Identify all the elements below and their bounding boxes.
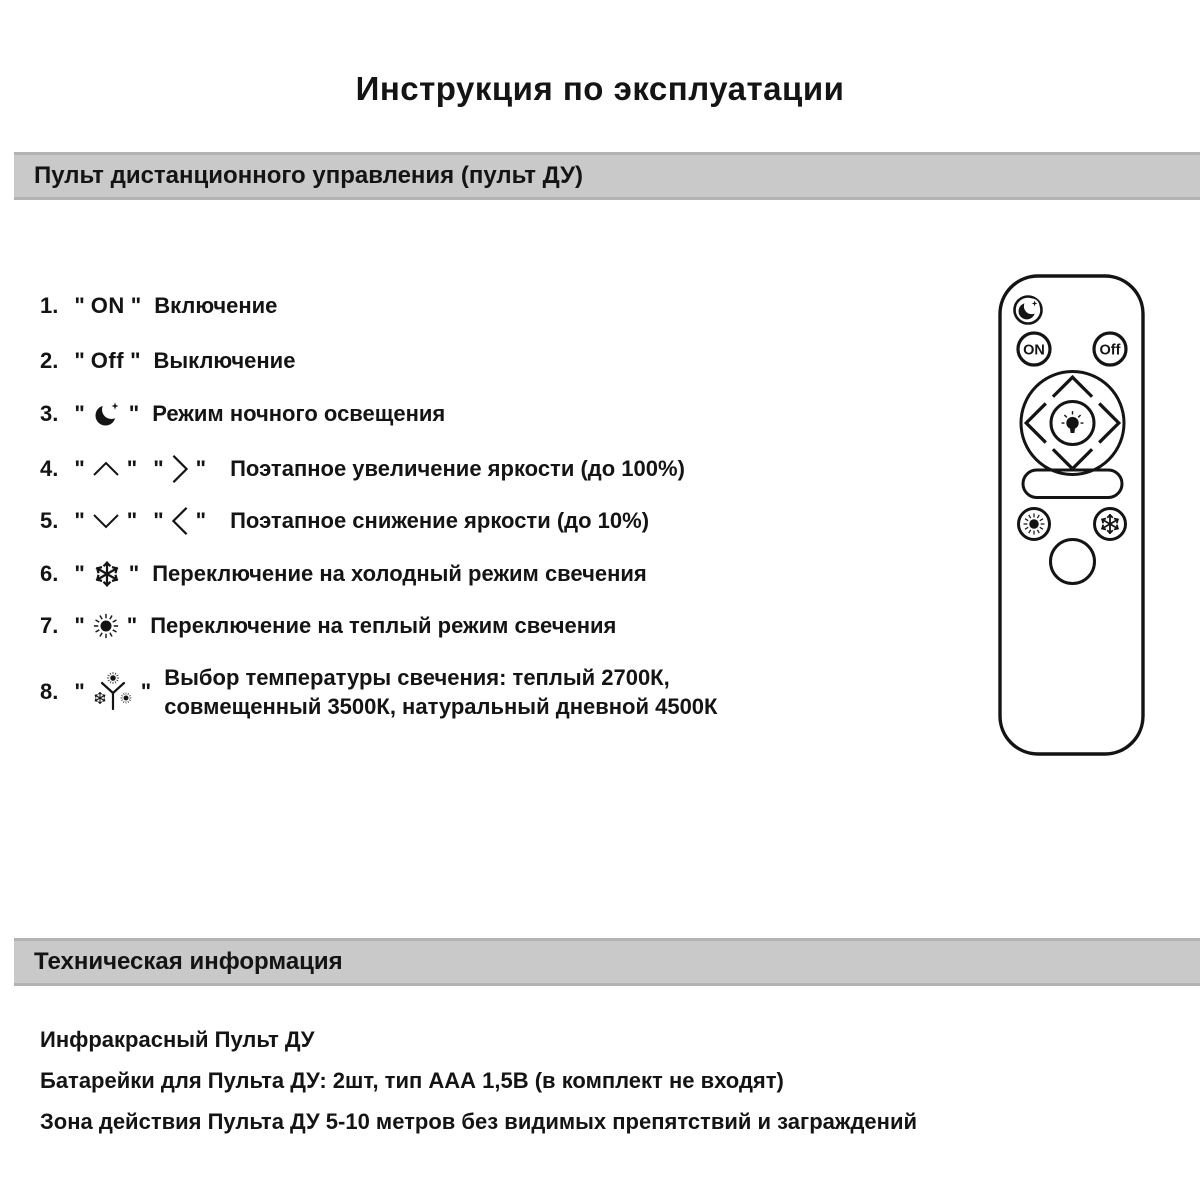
item-description-line-1: Выбор температуры свечения: теплый 2700К,	[164, 665, 670, 690]
night-mode-icon	[92, 399, 122, 429]
quote-mark: "	[126, 613, 138, 638]
item-number: 3.	[40, 401, 59, 426]
item-number: 2.	[40, 348, 59, 373]
brightness-right-icon	[171, 454, 189, 484]
quote-mark: "	[130, 293, 142, 318]
quote-mark: "	[130, 348, 141, 373]
brightness-down-icon	[92, 512, 120, 530]
quote-mark: "	[74, 348, 85, 373]
tech-info-line: Батарейки для Пульта ДУ: 2шт, тип ААА 1,5В (в комплект не входят)	[40, 1068, 784, 1093]
quote-mark: "	[195, 456, 207, 481]
instruction-item-5	[40, 506, 649, 536]
section-header-remote-label: Пульт дистанционного управления (пульт ДУ)	[34, 162, 583, 189]
item-description: Выключение	[153, 348, 296, 373]
key-label-on: ON	[90, 293, 125, 318]
section-header-tech-label: Техническая информация	[34, 948, 343, 975]
quote-mark: "	[74, 293, 85, 318]
item-description: Переключение на холодный режим свечения	[152, 561, 647, 586]
instruction-item-4	[40, 454, 685, 484]
instruction-item-2	[40, 347, 295, 375]
remote-control-diagram	[996, 272, 1148, 758]
quote-mark: "	[74, 456, 85, 481]
tech-info-line: Зона действия Пульта ДУ 5-10 метров без видимых препятствий и заграждений	[40, 1109, 918, 1134]
quote-mark: "	[195, 508, 207, 533]
item-number: 4.	[40, 456, 59, 481]
cold-mode-icon	[92, 559, 122, 589]
section-header-remote	[14, 152, 1200, 200]
item-number: 5.	[40, 508, 59, 533]
quote-mark: "	[140, 679, 152, 704]
item-description: Режим ночного освещения	[152, 401, 446, 426]
remote-on-label: ON	[1023, 342, 1045, 359]
warm-mode-icon	[92, 612, 120, 640]
item-description: Поэтапное увеличение яркости (до 100%)	[230, 456, 685, 481]
item-description: Включение	[154, 293, 278, 318]
quote-mark: "	[126, 508, 138, 533]
item-number: 7.	[40, 613, 59, 638]
item-number: 6.	[40, 561, 59, 586]
key-label-off: Off	[90, 348, 125, 373]
quote-mark: "	[74, 401, 85, 426]
instruction-item-7	[40, 612, 616, 640]
page-title: Инструкция по эксплуатации	[355, 70, 845, 107]
temperature-select-icon	[92, 670, 134, 714]
quote-mark: "	[128, 401, 140, 426]
instruction-item-6	[40, 559, 647, 589]
quote-mark: "	[153, 456, 164, 481]
instruction-item-3	[40, 399, 445, 429]
item-description: Переключение на теплый режим свечения	[150, 613, 617, 638]
section-header-tech	[14, 938, 1200, 986]
item-description-line-2: совмещенный 3500К, натуральный дневной 4500К	[164, 694, 718, 719]
instruction-item-8	[40, 663, 717, 721]
item-number: 1.	[40, 293, 59, 318]
remote-off-label: Off	[1099, 342, 1121, 359]
quote-mark: "	[153, 508, 164, 533]
quote-mark: "	[74, 613, 85, 638]
brightness-up-icon	[92, 460, 120, 478]
item-number: 8.	[40, 679, 59, 704]
tech-info-line: Инфракрасный Пульт ДУ	[40, 1027, 315, 1052]
instruction-item-1	[40, 292, 277, 320]
item-description	[164, 663, 717, 721]
quote-mark: "	[74, 561, 85, 586]
quote-mark: "	[126, 456, 138, 481]
brightness-left-icon	[171, 506, 189, 536]
item-description: Поэтапное снижение яркости (до 10%)	[230, 508, 650, 533]
quote-mark: "	[128, 561, 140, 586]
quote-mark: "	[74, 508, 85, 533]
quote-mark: "	[74, 679, 85, 704]
